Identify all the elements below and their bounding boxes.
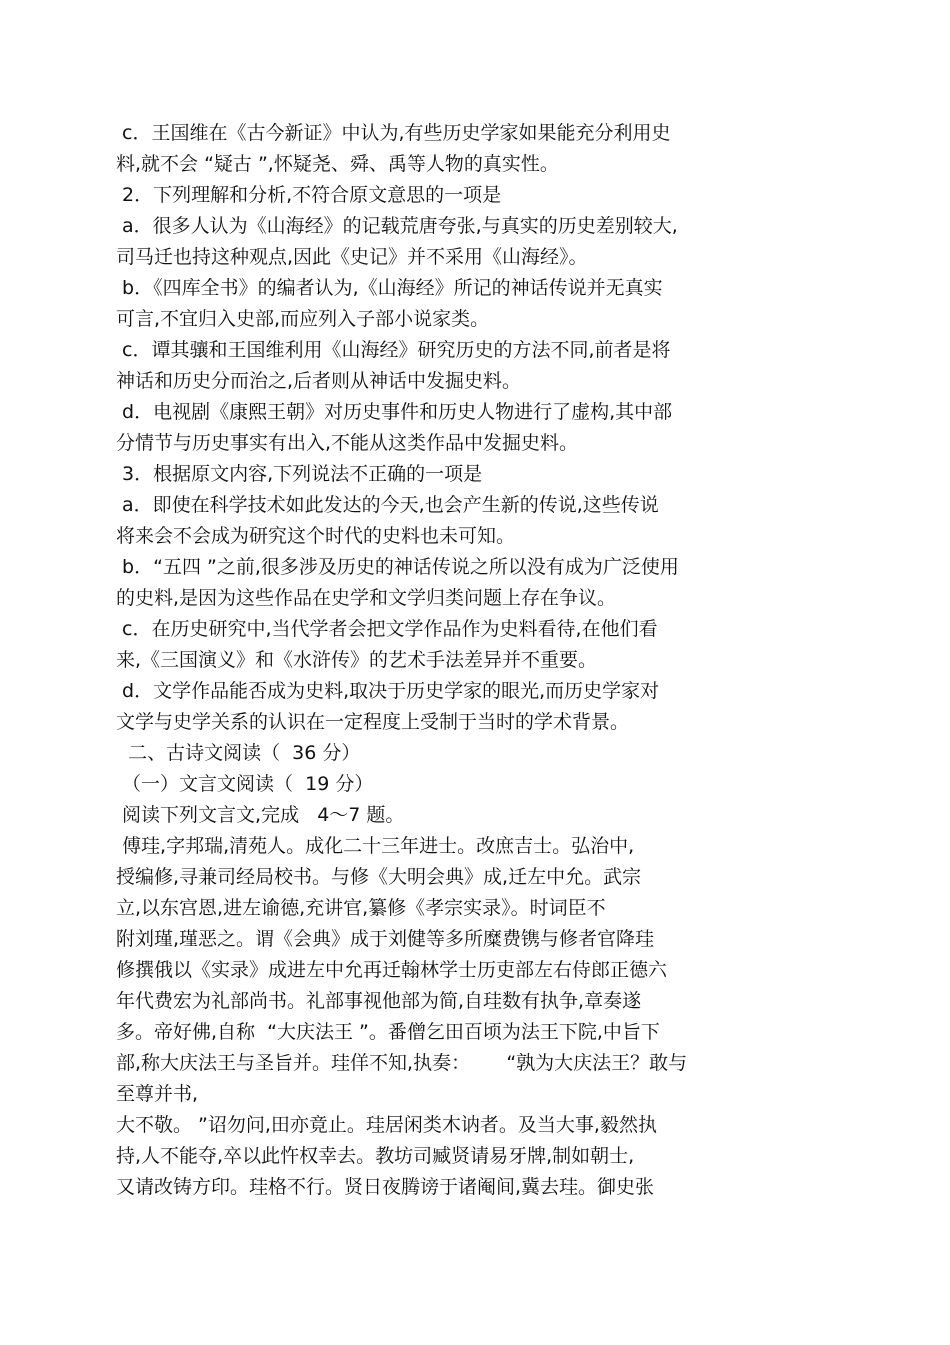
text-line: 来,《三国演义》和《水浒传》的艺术手法差异并不重要。 [116,649,598,671]
text-line: 傅珪,字邦瑞,清苑人。成化二十三年进士。改庶吉士。弘治中, [116,835,635,857]
document-text [116,118,776,1203]
section-heading: 二、古诗文阅读（ 36 分） [116,742,361,764]
instruction-line: 阅读下列文言文,完成 4～7 题。 [116,804,405,826]
text-line: 修撰俄以《实录》成进左中允再迁翰林学士历吏部左右侍郎正德六 [116,959,668,981]
text-line: 又请改铸方印。珪格不行。贤日夜腾谤于诸阉间,冀去珪。御史张 [116,1176,655,1198]
text-line: 至尊并书, [116,1083,199,1105]
text-line: 大不敬。 ”诏勿问,田亦竟止。珪居闲类木讷者。及当大事,毅然执 [116,1114,657,1136]
text-line: 料,就不会 “疑古 ”,怀疑尧、舜、禹等人物的真实性。 [116,153,559,175]
text-line: 3．根据原文内容,下列说法不正确的一项是 [116,463,483,485]
text-line: 神话和历史分而治之,后者则从神话中发掘史料。 [116,370,522,392]
text-line: 司马迁也持这种观点,因此《史记》并不采用《山海经》。 [116,246,588,268]
text-line: 多。帝好佛,自称 “大庆法王 ”。番僧乞田百顷为法王下院,中旨下 [116,1021,660,1043]
text-line: 附刘瑾,瑾恶之。谓《会典》成于刘健等多所糜费镌与修者官降珪 [116,928,655,950]
text-line: d．文学作品能否成为史料,取决于历史学家的眼光,而历史学家对 [116,680,660,702]
text-line: c．谭其骧和王国维利用《山海经》研究历史的方法不同,前者是将 [116,339,671,361]
text-line: 可言,不宜归入史部,而应列入子部小说家类。 [116,308,490,330]
text-line: 持,人不能夺,卒以此忤权幸去。教坊司臧贤请易牙牌,制如朝士, [116,1145,635,1167]
text-line: 年代费宏为礼部尚书。礼部事视他部为简,自珪数有执争,章奏遂 [116,990,642,1012]
text-line: a．很多人认为《山海经》的记载荒唐夸张,与真实的历史差别较大, [116,215,678,237]
text-line: a．即使在科学技术如此发达的今天,也会产生新的传说,这些传说 [116,494,659,516]
text-line: c．王国维在《古今新证》中认为,有些历史学家如果能充分利用史 [116,122,671,144]
subsection-heading: （一）文言文阅读（ 19 分） [116,773,374,795]
text-line: b．《四库全书》的编者认为,《山海经》所记的神话传说并无真实 [116,277,663,299]
text-line: c．在历史研究中,当代学者会把文学作品作为史料看待,在他们看 [116,618,658,640]
text-line: 的史料,是因为这些作品在史学和文学归类问题上存在争议。 [116,587,617,609]
text-line: d．电视剧《康熙王朝》对历史事件和历史人物进行了虚构,其中部 [116,401,673,423]
text-line: 立,以东宫恩,进左谕德,充讲官,纂修《孝宗实录》。时词臣不 [116,897,606,919]
text-line: 2．下列理解和分析,不符合原文意思的一项是 [116,184,502,206]
text-line: 文学与史学关系的认识在一定程度上受制于当时的学术背景。 [116,711,630,733]
text-line: 部,称大庆法王与圣旨并。珪佯不知,执奏： “孰为大庆法王？敢与 [116,1052,688,1074]
text-line: b．“五四 ”之前,很多涉及历史的神话传说之所以没有成为广泛使用 [116,556,679,578]
text-line: 授编修,寻兼司经局校书。与修《大明会典》成,迁左中允。武宗 [116,866,642,888]
text-line: 将来会不会成为研究这个时代的史料也未可知。 [116,525,516,547]
text-line: 分情节与历史事实有出入,不能从这类作品中发掘史料。 [116,432,579,454]
